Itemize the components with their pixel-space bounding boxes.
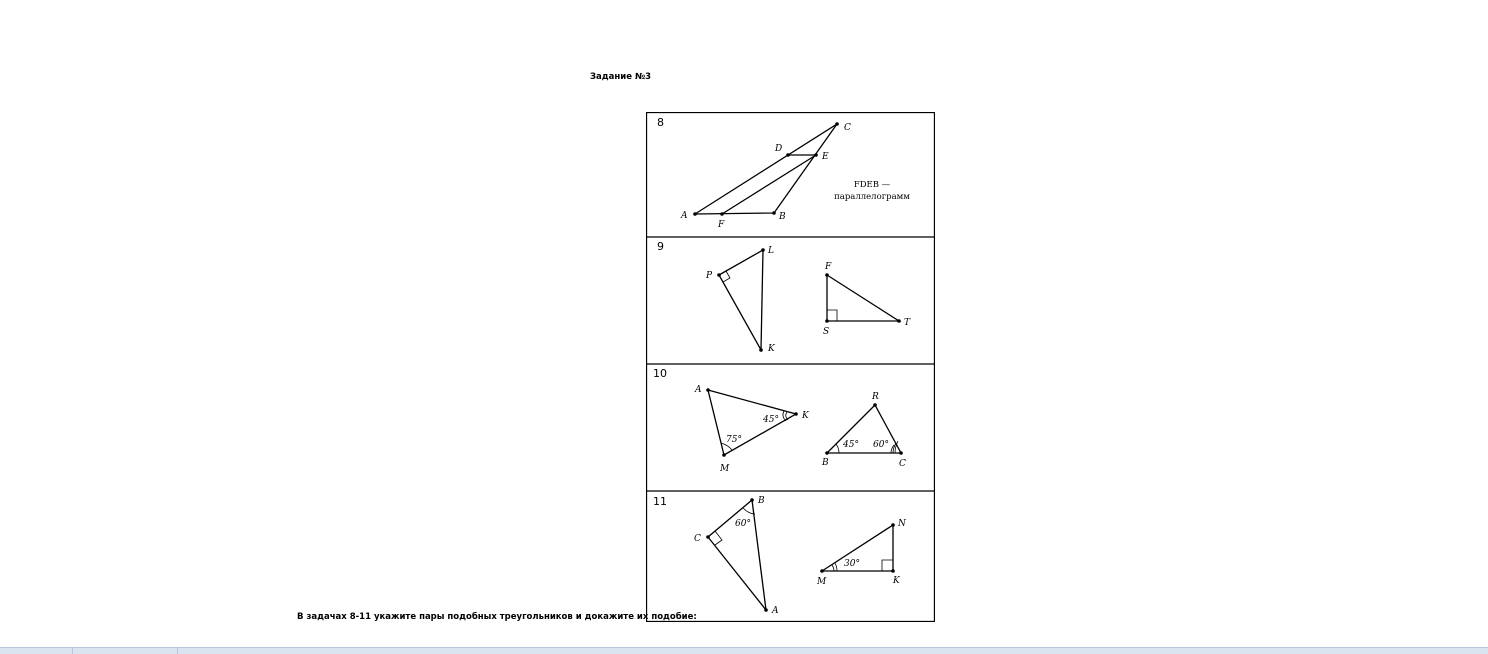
point-label: B — [822, 458, 829, 468]
point-label: L — [768, 246, 774, 256]
point-label: K — [802, 411, 809, 421]
angle-label: 60° — [735, 519, 751, 529]
problem-10 — [653, 367, 906, 474]
triangle-fst — [827, 275, 899, 321]
note-line-2: параллелограмм — [834, 192, 910, 202]
point-label: A — [772, 606, 779, 616]
point-label: K — [768, 344, 775, 354]
geometry-figure — [646, 112, 935, 622]
angle-label: 60° — [873, 440, 889, 450]
right-angle-mark-s — [827, 310, 837, 321]
angle-arc-m — [832, 565, 834, 571]
point-label: A — [695, 385, 702, 395]
point-label: C — [899, 459, 906, 469]
angle-label: 30° — [844, 559, 860, 569]
point-label: S — [823, 327, 830, 337]
right-angle-mark-c — [715, 531, 722, 545]
point-label: R — [872, 392, 879, 402]
triangle-plk — [719, 250, 763, 350]
problem-number-10: 10 — [653, 367, 667, 380]
point-label: A — [681, 211, 688, 221]
problem-number-8: 8 — [657, 116, 664, 129]
point-label: F — [718, 220, 725, 230]
note-line-1: FDEB — — [853, 180, 891, 190]
status-bar-segment — [73, 648, 178, 654]
triangle-bca — [708, 500, 766, 610]
point-label: P — [706, 271, 713, 281]
task-heading: Задание №3 — [590, 72, 652, 82]
angle-label: 45° — [763, 415, 779, 425]
point-label: N — [898, 519, 906, 529]
angle-label: 75° — [726, 435, 742, 445]
problem-number-11: 11 — [653, 495, 667, 508]
point-label: M — [720, 464, 730, 474]
point-label: M — [817, 577, 827, 587]
point-label: F — [825, 262, 832, 272]
point-label: B — [779, 212, 786, 222]
task-instruction: В задачах 8-11 укажите пары подобных треугольников и докажите их подобие: — [297, 612, 697, 622]
figure-svg — [646, 112, 935, 622]
angle-arc-b — [836, 444, 839, 453]
segment-fe — [722, 155, 816, 214]
triangle-abc — [695, 124, 837, 214]
problem-8 — [657, 116, 910, 230]
point-label: D — [775, 144, 783, 154]
triangle-akm — [708, 390, 796, 455]
point-label: K — [893, 576, 900, 586]
point-label: T — [904, 318, 911, 328]
problem-11 — [653, 495, 907, 616]
point-label: C — [694, 534, 701, 544]
point-label: E — [822, 152, 829, 162]
point-label: B — [758, 496, 765, 506]
right-angle-mark-k — [882, 560, 893, 571]
angle-label: 45° — [843, 440, 859, 450]
triangle-rbc — [827, 405, 901, 453]
point-label: C — [844, 123, 851, 133]
problem-9 — [657, 240, 911, 354]
status-bar-segment — [0, 648, 73, 654]
problem-number-9: 9 — [657, 240, 664, 253]
angle-arc-m-2 — [835, 563, 837, 571]
